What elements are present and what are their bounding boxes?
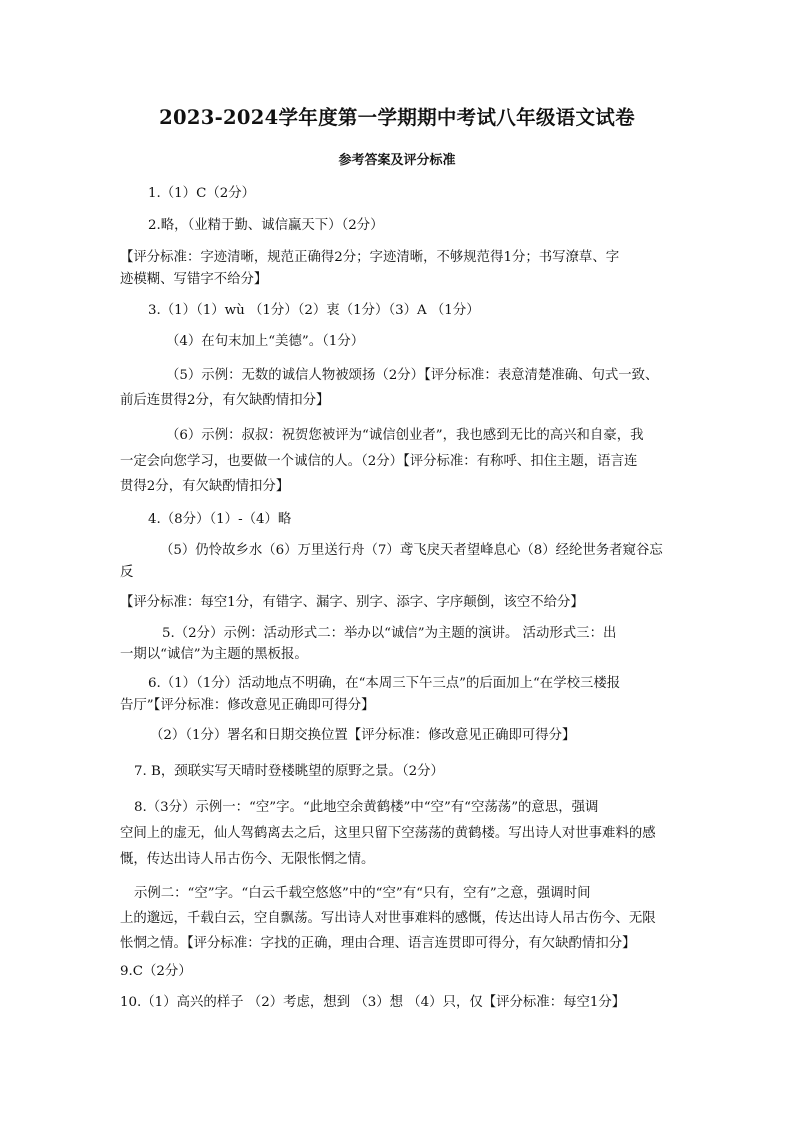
answer-q8-line1: 8.（3分）示例一：“空”字。“此地空余黄鹤楼”中“空”有“空荡荡”的意思，强调 — [134, 800, 599, 815]
answer-q7: 7. B，颈联实写天晴时登楼眺望的原野之景。（2分） — [134, 764, 444, 779]
answer-q6-line1: 6.（1）（1分）活动地点不明确，在“本周三下午三点”的后面加上“在学校三楼报 — [148, 676, 621, 691]
answer-q6-line2: 告厅”【评分标准：修改意见正确即可得分】 — [120, 698, 375, 713]
answer-q3-part6-line1: （6）示例：叔叔：祝贺您被评为“诚信创业者”，我也感到无比的高兴和自豪，我 — [166, 428, 644, 443]
answer-q10: 10.（1）高兴的样子 （2）考虑，想到 （3）想 （4）只，仅【评分标准：每空1分】 — [120, 995, 626, 1010]
answer-q5-line1: 5.（2分）示例：活动形式二：举办以“诚信”为主题的演讲。 活动形式三：出 — [162, 626, 617, 641]
answer-q4-line1: 4.（8分）（1）-（4）略 — [148, 512, 292, 527]
answer-q3-part5-line2: 前后连贯得2分，有欠缺酌情扣分】 — [120, 393, 330, 408]
answer-q3-part4: （4）在句末加上“美德”。（1分） — [166, 334, 365, 349]
answer-q4-line3: 反 — [120, 565, 134, 580]
answer-q4-line2: （5）仍怜故乡水（6）万里送行舟（7）鸢飞戾天者望峰息心（8）经纶世务者窥谷忘 — [160, 543, 663, 558]
answer-q2: 2.略，（业精于勤、诚信赢天下）（2分） — [148, 218, 384, 233]
answer-q8-line2: 空间上的虚无，仙人驾鹤离去之后，这里只留下空荡荡的黄鹤楼。写出诗人对世事难料的感 — [120, 826, 656, 841]
answer-q3-part6-line2: 一定会向您学习，也要做一个诚信的人。（2分）【评分标准：有称呼、扣住主题，语言连 — [120, 454, 638, 469]
answer-q8-example2-line3: 怅惘之情。【评分标准：字找的正确，理由合理、语言连贯即可得分，有欠缺酌情扣分】 — [120, 936, 636, 951]
answer-q5-line2: 一期以“诚信”为主题的黑板报。 — [120, 647, 308, 662]
scoring-standard-q2-line2: 迹模糊、写错字不给分】 — [120, 272, 268, 287]
answer-q3-part5-line1: （5）示例：无数的诚信人物被颂扬（2分）【评分标准：表意清楚准确、句式一致、 — [166, 368, 659, 383]
page-subtitle: 参考答案及评分标准 — [338, 153, 456, 168]
answer-q3-part6-line3: 贯得2分，有欠缺酌情扣分】 — [120, 479, 290, 494]
scoring-standard-q4: 【评分标准：每空1分，有错字、漏字、别字、添字、字序颠倒，该空不给分】 — [120, 595, 584, 610]
answer-q6-part2: （2）（1分）署名和日期交换位置【评分标准：修改意见正确即可得分】 — [150, 728, 576, 743]
answer-q3-part1: 3.（1）（1）wù （1分）（2）衷（1分）（3）A （1分） — [148, 303, 480, 318]
scoring-standard-q2-line1: 【评分标准：字迹清晰，规范正确得2分；字迹清晰，不够规范得1分；书写潦草、字 — [120, 250, 620, 265]
answer-q8-example2-line1: 示例二：“空”字。“白云千载空悠悠”中的“空”有“只有，空有”之意，强调时间 — [134, 886, 591, 901]
answer-q8-example2-line2: 上的邈远，千载白云，空自飘荡。写出诗人对世事难料的感慨，传达出诗人吊古伤今、无限 — [120, 911, 656, 926]
page-title: 2023-2024学年度第一学期期中考试八年级语文试卷 — [159, 106, 635, 129]
answer-q9: 9.C（2分） — [120, 964, 192, 979]
answer-q1: 1.（1）C（2分） — [148, 186, 256, 201]
answer-q8-line3: 慨，传达出诗人吊古伤今、无限怅惘之情。 — [120, 852, 375, 867]
